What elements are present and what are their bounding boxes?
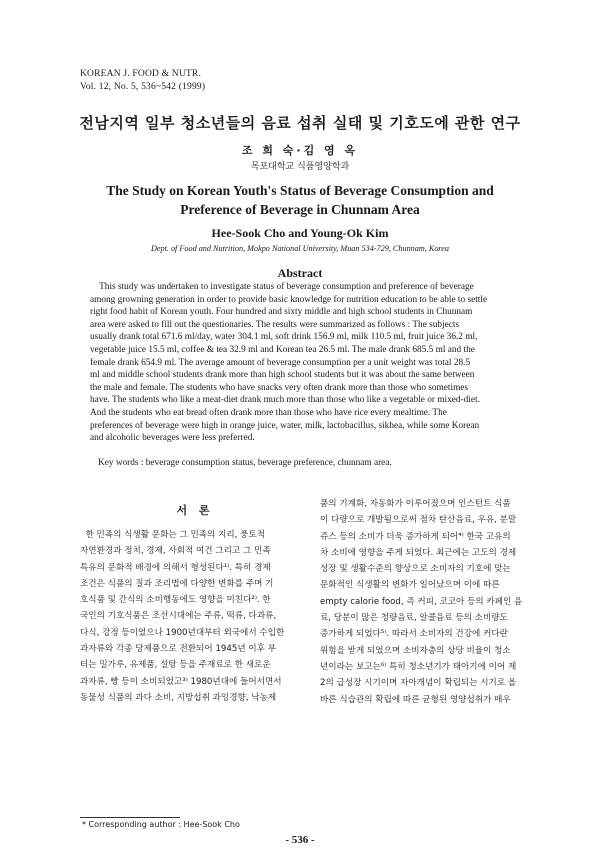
abstract-line: female drank 654.9 ml. The average amount of beverage consumption per a unit weight was total 28.5	[90, 357, 471, 368]
body-line: 다식, 강정 등이었으나 1900년대부터 외국에서 수입한	[80, 627, 285, 638]
body-line: 자연환경과 정치, 경제, 사회적 여건 그리고 그 민족	[80, 546, 271, 557]
body-line: 증가하게 되었다⁵⁾. 따라서 소비자의 건강에 커다란	[320, 629, 508, 640]
abstract-body	[90, 281, 520, 445]
body-line: 바른 식습관의 확립에 따른 균형된 영양섭취가 매우	[320, 694, 511, 705]
body-line: 국인의 기호식품은 조선시대에는 주류, 떡류, 다과류,	[80, 611, 277, 622]
page-number: - 536 -	[285, 834, 315, 846]
footnote: * Corresponding author : Hee-Sook Cho	[82, 820, 240, 829]
korean-affiliation: 목포대학교 식품영양학과	[250, 162, 350, 172]
journal-name: KOREAN J. FOOD & NUTR.	[80, 69, 202, 79]
body-line: 터는 밀가루, 유제품, 설탕 등을 주재료로 한 새로운	[80, 660, 271, 671]
abstract-line: This study was undertaken to investigate status of beverage consumption and preference of beverage	[90, 282, 474, 292]
body-line: 2의 급성장 시기이며 자아개념이 확립되는 시기로 올	[320, 678, 517, 689]
abstract-line: preferences of beverage were high in orange juice, water, milk, lactobacillus, sikhea, while some Korean	[90, 420, 480, 431]
body-line: 차 소비에 영향을 주게 되었다. 최근에는 고도의 경제	[320, 547, 517, 558]
abstract-line: the male and female. The students who have snacks very often drank more than those who sometimes	[90, 382, 469, 393]
abstract-line: right food habit of Korean youth. Four hundred and sixty middle and high school students in Chunnam	[90, 307, 473, 318]
body-line: 위험을 받게 되었으며 소비자층의 상당 비율이 청소	[320, 645, 511, 656]
abstract-line: have. The students who like a meat-diet drank much more than those who like a vegetable or mixed-diet.	[90, 395, 480, 406]
korean-authors: 조 희 숙·김 영 옥	[241, 144, 359, 157]
body-line: 동물성 식품의 과다 소비, 지방섭취 과잉경향, 낙농제	[80, 692, 277, 703]
english-authors: Hee-Sook Cho and Young-Ok Kim	[211, 226, 389, 240]
body-column-right	[320, 496, 548, 708]
section-heading-introduction: 서 론	[176, 504, 214, 517]
body-line: 품의 기계화, 자동화가 이루어졌으며 인스턴트 식품	[320, 499, 511, 509]
abstract-line: and alcoholic beverages were less preferred.	[90, 433, 255, 444]
keywords: Key words : beverage consumption status, beverage preference, chunnam area.	[98, 458, 392, 468]
body-line: 한 민족의 식생활 문화는 그 민족의 지리, 풍토적	[80, 530, 266, 540]
body-line: empty calorie food, 즉 커피, 코코아 등의 카페인 음	[320, 596, 523, 607]
body-line: 특유의 문화적 배경에 의해서 형성된다¹⁾. 특히 경제	[80, 562, 271, 573]
abstract-line: among growning generation in order to provide basic knowledge for nutrition education to be able to settle	[90, 294, 488, 305]
body-line: 문화적인 식생활의 변화가 일어났으며 이에 따른	[320, 580, 500, 591]
abstract-line: usually drank total 671.6 ml/day, water 304.1 ml, soft drink 156.9 ml, milk 110.5 ml, fruit juice 36.2 ml,	[90, 332, 478, 343]
journal-volume: Vol. 12, No. 5, 536~542 (1999)	[80, 82, 206, 92]
english-title-line: The Study on Korean Youth's Status of Beverage Consumption and	[106, 183, 494, 198]
abstract-line: And the students who eat bread often drank more than those who have rice every mealtime. The	[90, 407, 447, 418]
body-line: 쥬스 등의 소비가 더욱 증가하게 되어⁴⁾ 한국 고유의	[320, 531, 511, 542]
body-line: 과자류와 각종 당제품으로 전환되어 1945년 이후 부	[80, 644, 276, 655]
english-title-line: Preference of Beverage in Chunnam Area	[180, 202, 420, 217]
abstract-line: area were asked to fill out the questionaries. The results were summarized as follows : The subjects	[90, 319, 460, 330]
body-line: 조건은 식품의 질과 조리법에 다양한 변화를 주며 기	[80, 578, 274, 589]
korean-title: 전남지역 일부 청소년들의 음료 섭취 실태 및 기호도에 관한 연구	[79, 114, 521, 132]
abstract-heading: Abstract	[277, 266, 323, 280]
body-line: 료, 당분이 많은 청량음료, 알콜음료 등의 소비량도	[320, 613, 508, 624]
english-title	[0, 181, 600, 219]
footnote-divider	[80, 817, 180, 818]
english-affiliation: Dept. of Food and Nutrition, Mokpo National University, Muan 534-729, Chunnam, Korea	[150, 244, 450, 253]
body-line: 과자류, 빵 등이 소비되었고³⁾ 1980년대에 들어서면서	[80, 676, 282, 687]
body-line: 호식품 및 간식의 소비행동에도 영향을 미친다²⁾. 한	[80, 595, 271, 606]
body-line: 년이라는 보고는⁶⁾ 특히 청소년기가 태아기에 이어 제	[320, 661, 517, 672]
body-line: 이 다량으로 개발됨으로써 점차 탄산음료, 우유, 분말	[320, 515, 517, 526]
abstract-line: vegetable juice 15.5 ml, coffee & tea 32.9 ml and Korean tea 26.5 ml. The male drank 685.5 ml and the	[90, 344, 475, 355]
journal-citation	[80, 68, 205, 94]
body-line: 성장 및 생활수준의 향상으로 소비자의 기호에 맞는	[320, 564, 511, 575]
abstract-line: ml and middle school students drank more than high school students but it was about the same between	[90, 370, 475, 381]
body-column-left	[80, 527, 312, 706]
